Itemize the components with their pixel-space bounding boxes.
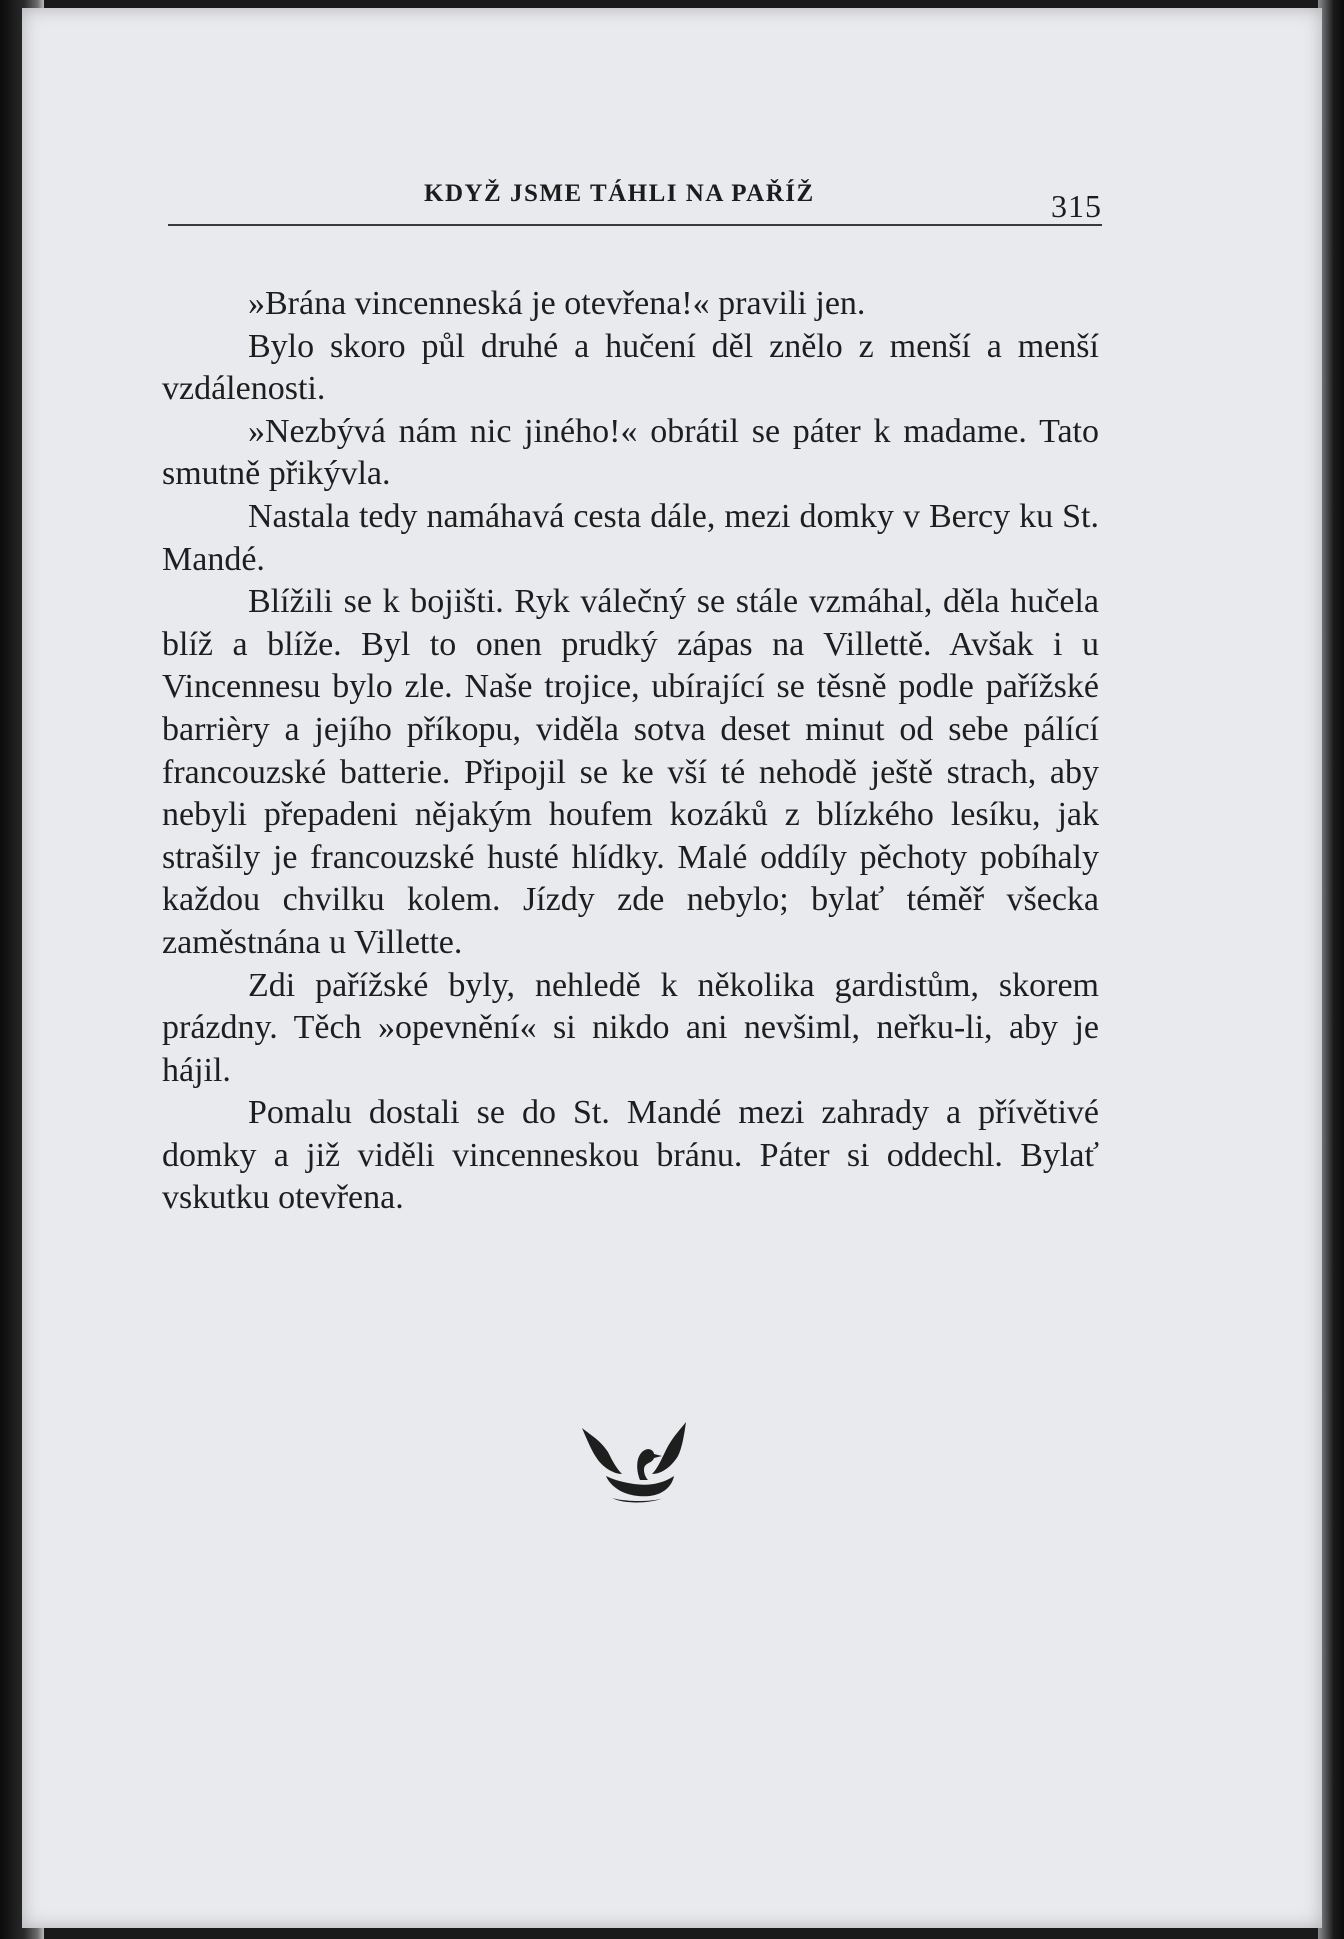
paragraph: Zdi pařížské byly, nehledě k několika gardistům, skorem prázdny. Těch »opevnění« si nikdo ani nevšiml, neřku-li, aby je hájil. (162, 966, 1099, 1089)
header-rule (168, 224, 1102, 226)
paragraph: »Brána vincenneská je otevřena!« pravili jen. (248, 285, 866, 322)
paragraph: Nastala tedy namáhavá cesta dále, mezi domky v Bercy ku St. Mandé. (162, 497, 1099, 578)
paragraph: Blížili se k bojišti. Ryk válečný se stále vzmáhal, děla hučela blíž a blíže. Byl to onen prudký zápas na Villettě. Avšak i u Vincennesu bylo zle. Naše trojice, ubírající se těsně podle pařížské barrièry a jejího příkopu, viděla sotva deset minut od sebe pálící francouzské batterie. Připojil se ke vší té nehodě ještě strach, aby nebyli přepadeni nějakým houfem kozáků z blízkého lesíku, jak strašily je francouzské husté hlídky. Malé oddíly pěchoty pobíhaly každou chvilku kolem. Jízdy zde nebylo; bylať téměř všecka zaměstnána u Villette. (162, 583, 1099, 961)
body-text (162, 283, 1099, 1220)
running-title: KDYŽ JSME TÁHLI NA PAŘÍŽ (424, 180, 815, 207)
paragraph: »Nezbývá nám nic jiného!« obrátil se páter k madame. Tato smutně přikývla. (162, 412, 1099, 493)
swan-ornament-icon (578, 1418, 690, 1508)
paragraph: Pomalu dostali se do St. Mandé mezi zahrady a přívětivé domky a již viděli vincenneskou bránu. Páter si oddechl. Bylať vskutku otevřena. (162, 1094, 1099, 1217)
page-header (168, 172, 1102, 228)
paragraph: Bylo skoro půl druhé a hučení děl znělo z menší a menší vzdálenosti. (162, 327, 1099, 408)
page-number: 315 (1051, 188, 1102, 224)
